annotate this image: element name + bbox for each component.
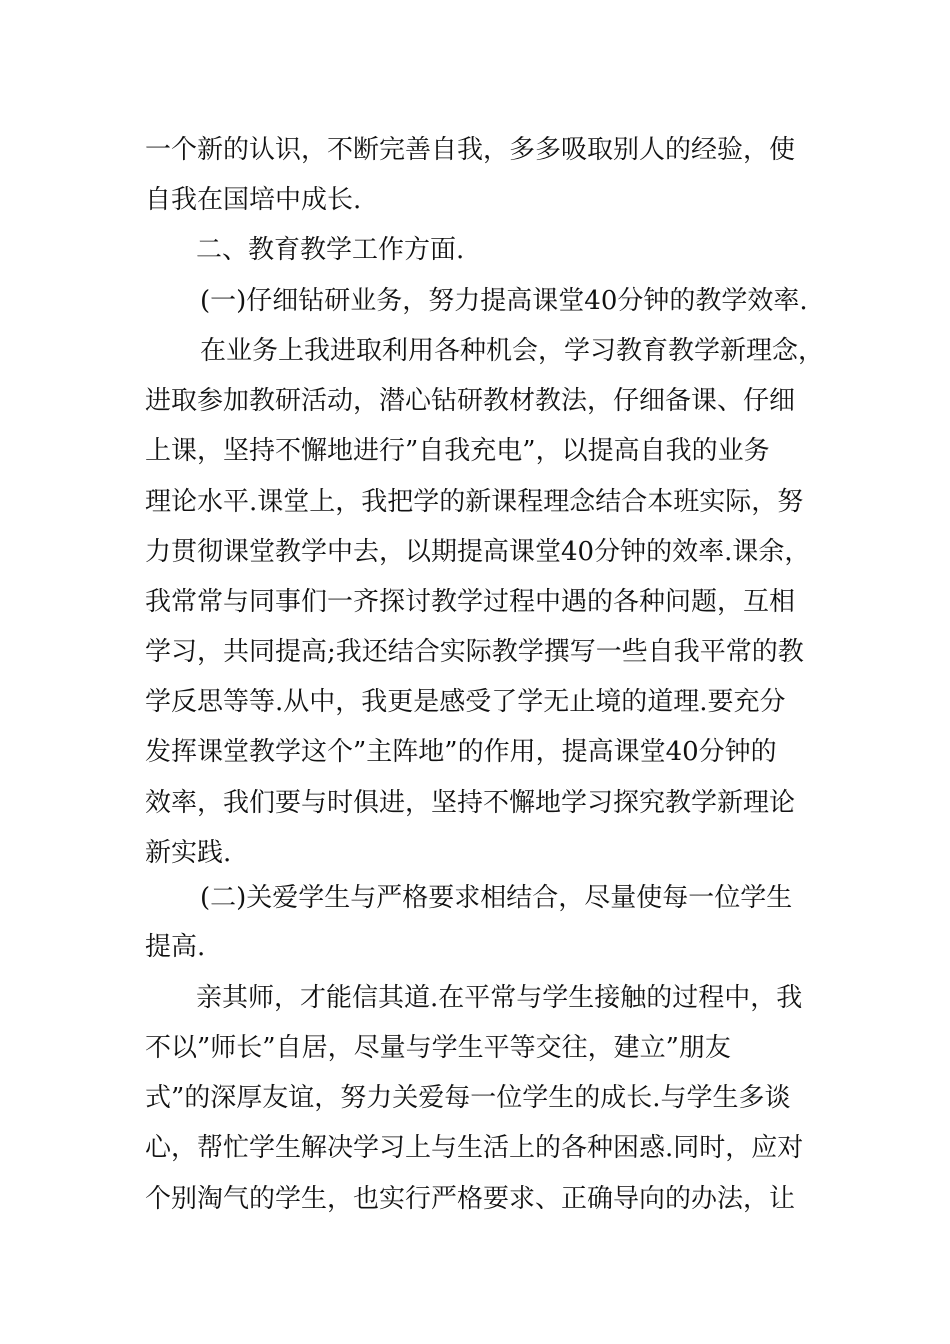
text-line: 效率，我们要与时俱进，坚持不懈地学习探究教学新理论: [145, 788, 796, 818]
text-line: 新实践.: [145, 838, 232, 868]
text-line: 学反思等等.从中，我更是感受了学无止境的道理.要充分: [145, 687, 786, 717]
subsection-heading: (二)关爱学生与严格要求相结合，尽量使每一位学生: [200, 883, 793, 913]
text-line: 发挥课堂教学这个”主阵地”的作用，提高课堂40分钟的: [145, 737, 777, 767]
paragraph-first-line: 亲其师，才能信其道.在平常与学生接触的过程中，我: [196, 983, 803, 1013]
text-line: 力贯彻课堂教学中去，以期提高课堂40分钟的效率.课余，: [145, 537, 811, 567]
text-line: 提高.: [145, 932, 206, 962]
text-line: 学习，共同提高;我还结合实际教学撰写一些自我平常的教: [145, 637, 804, 667]
section-heading: 二、教育教学工作方面.: [196, 235, 465, 265]
text-line: 个别淘气的学生，也实行严格要求、正确导向的办法，让: [145, 1184, 796, 1214]
text-line: 理论水平.课堂上，我把学的新课程理念结合本班实际，努: [145, 487, 804, 517]
text-line: 上课，坚持不懈地进行”自我充电”，以提高自我的业务: [145, 436, 770, 466]
text-line: 自我在国培中成长.: [145, 185, 362, 215]
paragraph-first-line: 在业务上我进取利用各种机会，学习教育教学新理念，: [200, 336, 825, 366]
text-line: 心，帮忙学生解决学习上与生活上的各种困惑.同时，应对: [145, 1133, 804, 1163]
text-line: 进取参加教研活动，潜心钻研教材教法，仔细备课、仔细: [145, 386, 796, 416]
text-line: 我常常与同事们一齐探讨教学过程中遇的各种问题，互相: [145, 587, 796, 617]
text-line: 一个新的认识，不断完善自我，多多吸取别人的经验，使: [145, 135, 796, 165]
subsection-heading: (一)仔细钻研业务，努力提高课堂40分钟的教学效率.: [200, 286, 808, 316]
text-line: 不以”师长”自居，尽量与学生平等交往，建立”朋友: [145, 1033, 731, 1063]
text-line: 式”的深厚友谊，努力关爱每一位学生的成长.与学生多谈: [145, 1083, 791, 1113]
